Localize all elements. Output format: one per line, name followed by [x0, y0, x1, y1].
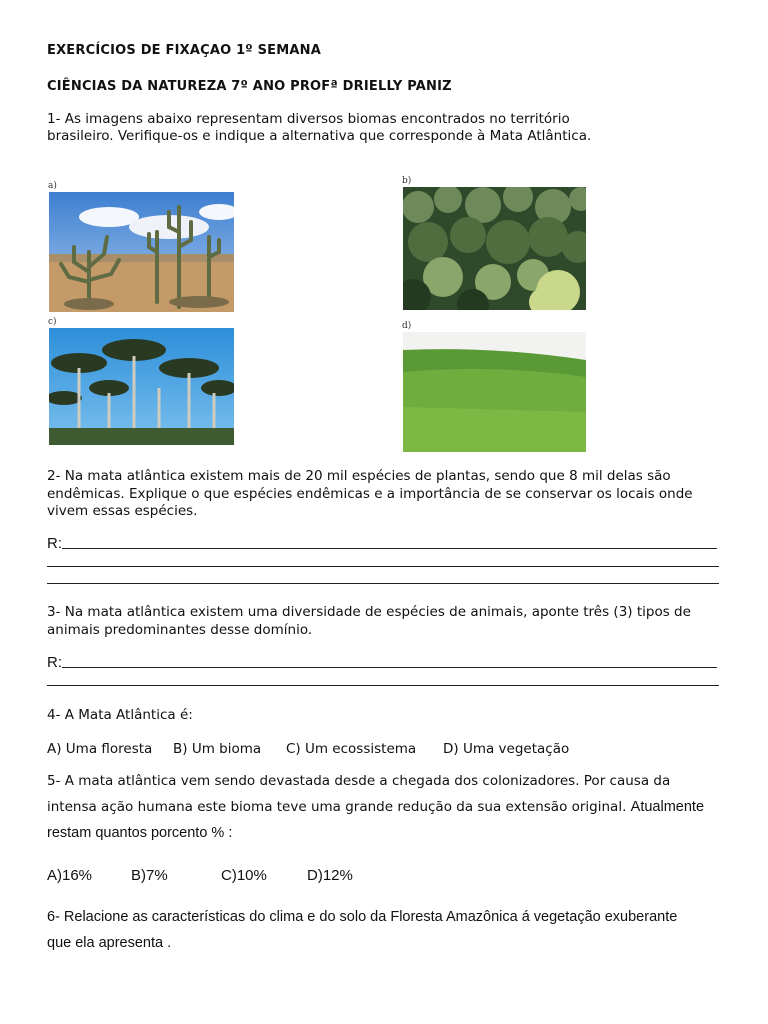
worksheet-title: EXERCÍCIOS DE FIXAÇAO 1º SEMANA — [47, 43, 321, 58]
q5-text-line2b: Atualmente — [630, 799, 705, 815]
q4-option-a: A) Uma floresta — [47, 741, 153, 757]
image-label-d: d) — [402, 321, 412, 331]
q6-text-line2: que ela apresenta . — [47, 935, 172, 951]
q5-text-line3: restam quantos porcento % : — [47, 825, 233, 841]
caatinga-cactus-photo — [49, 192, 234, 312]
q2-text-line1: 2- Na mata atlântica existem mais de 20 mil espécies de plantas, sendo que 8 mil delas são — [47, 468, 671, 484]
q2-text-line3: vivem essas espécies. — [47, 503, 198, 519]
q3-answer-line-2[interactable] — [47, 685, 719, 686]
q4-question: 4- A Mata Atlântica é: — [47, 707, 193, 723]
araucaria-forest-photo — [49, 328, 234, 445]
image-label-b: b) — [402, 176, 412, 186]
atlantic-forest-photo — [403, 187, 586, 310]
q3-answer-prefix: R: — [47, 654, 62, 671]
q5-option-a: A)16% — [47, 867, 93, 884]
image-label-a: a) — [48, 181, 57, 191]
course-subtitle: CIÊNCIAS DA NATUREZA 7º ANO PROFª DRIELLY PANIZ — [47, 79, 452, 94]
q3-text-line1: 3- Na mata atlântica existem uma diversidade de espécies de animais, aponte três (3) tipos de — [47, 604, 691, 620]
q4-option-d: D) Uma vegetação — [443, 741, 570, 757]
q2-answer-line-1[interactable] — [62, 548, 717, 549]
q1-text-line1: 1- As imagens abaixo representam diversos biomas encontrados no território — [47, 111, 570, 127]
q5-option-d: D)12% — [307, 867, 353, 884]
image-label-c: c) — [48, 317, 57, 327]
q5-text-line2a: intensa ação humana este bioma teve uma grande redução da sua extensão original. — [47, 799, 627, 815]
q2-answer-line-3[interactable] — [47, 583, 719, 584]
q2-answer-prefix: R: — [47, 535, 62, 552]
q5-text-line2 — [47, 799, 704, 816]
q3-answer-line-1[interactable] — [62, 667, 717, 668]
q1-text-line2: brasileiro. Verifique-os e indique a alternativa que corresponde à Mata Atlântica. — [47, 128, 592, 144]
grassland-pampa-photo — [403, 332, 586, 452]
q5-text-line1: 5- A mata atlântica vem sendo devastada desde a chegada dos colonizadores. Por causa da — [47, 773, 671, 789]
q2-answer-line-2[interactable] — [47, 566, 719, 567]
q5-option-c: C)10% — [221, 867, 267, 884]
q6-text-line1: 6- Relacione as características do clima e do solo da Floresta Amazônica á vegetação exuberante — [47, 909, 678, 925]
q4-option-c: C) Um ecossistema — [286, 741, 417, 757]
q3-text-line2: animais predominantes desse domínio. — [47, 622, 313, 638]
q4-option-b: B) Um bioma — [173, 741, 262, 757]
q2-text-line2: endêmicas. Explique o que espécies endêmicas e a importância de se conservar os locais onde — [47, 486, 693, 502]
q5-option-b: B)7% — [131, 867, 168, 884]
